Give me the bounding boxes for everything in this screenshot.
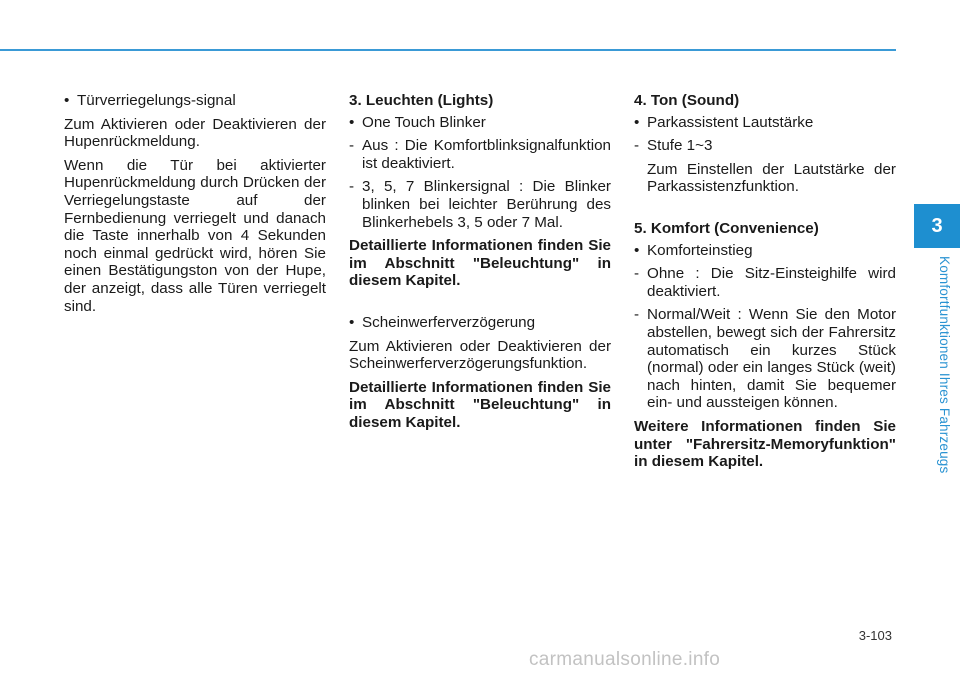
chapter-title-vertical: Komfortfunktionen Ihres Fahrzeugs [937,256,952,474]
dash-item-blinker-count [349,178,611,231]
section-heading-lights: 3. Leuchten (Lights) [349,92,494,109]
column-2 [349,92,611,438]
page-number: 3-103 [858,628,892,643]
column-3 [634,92,896,477]
paragraph-headlamp-delay: Zum Aktivieren oder Deaktivieren der Scheinwerferverzögerungsfunktion. [349,337,611,373]
section-heading-convenience: 5. Komfort (Convenience) [634,219,819,237]
dash-item-level-text: - Stufe 1~3 [647,137,713,155]
bullet-park-assist-volume: • Parkassistent Lautstärke [634,114,896,132]
bullet-headlamp-delay: • Scheinwerferverzögerung [349,314,611,332]
column-1 [64,92,326,321]
dash-item-without-text: - Ohne : Die Sitz-Einsteighilfe wird deaktiviert. [647,265,896,300]
chapter-number-tab: 3 [914,204,960,248]
paragraph-activate-horn: Zum Aktivieren oder Deaktivieren der Hupenrückmeldung. [64,115,326,151]
paragraph-volume-setting: Zum Einstellen der Lautstärke der Parkassistenzfunktion. [647,160,896,196]
dash-item-without [634,265,896,300]
watermark-text: carmanualsonline.info [529,649,721,670]
dash-item-normal-far-text: - Normal/Weit : Wenn Sie den Motor abstellen, bewegt sich der Fahrersitz automatisch ein kurzes Stück (normal) oder ein langes Stück (weit) nach hinten, damit Sie bequemer ein- und aussteigen können. [647,306,896,412]
dash-item-normal-far [634,306,896,412]
spacer [349,296,611,314]
dash-item-off [349,137,611,172]
dash-item-off-text: - Aus : Die Komfortblinksignalfunktion ist deaktiviert. [362,137,611,172]
bullet-door-lock-signal: • Türverriegelungs-signal [64,92,326,110]
bullet-easy-access: • Komforteinstieg [634,242,896,260]
paragraph-horn-description: Wenn die Tür bei aktivierter Hupenrückmeldung durch Drücken der Verriegelungstaste auf der Fernbedienung verriegelt und danach die Taste innerhalb von 4 Sekunden noch einmal gedrückt wird, hören Sie einen Bestätigungston von der Hupe, der anzeigt, dass alle Türen verriegelt sind. [64,156,326,315]
dash-item-level [634,137,896,155]
bullet-one-touch-blinker: • One Touch Blinker [349,114,611,132]
section-heading-sound: 4. Ton (Sound) [634,92,740,109]
note-seat-memory-reference: Weitere Informationen finden Sie unter "Fahrersitz-Memoryfunktion" in diesem Kapitel. [634,417,896,471]
note-lighting-reference-1: Detaillierte Informationen finden Sie im Abschnitt "Beleuchtung" in diesem Kapitel. [349,237,611,290]
header-rule [0,49,896,51]
dash-item-blinker-count-text: - 3, 5, 7 Blinkersignal : Die Blinker blinken bei leichter Berührung des Blinkerhebels 3, 5 oder 7 Mal. [362,178,611,231]
note-lighting-reference-2: Detaillierte Informationen finden Sie im Abschnitt "Beleuchtung" in diesem Kapitel. [349,378,611,431]
spacer [634,202,896,220]
